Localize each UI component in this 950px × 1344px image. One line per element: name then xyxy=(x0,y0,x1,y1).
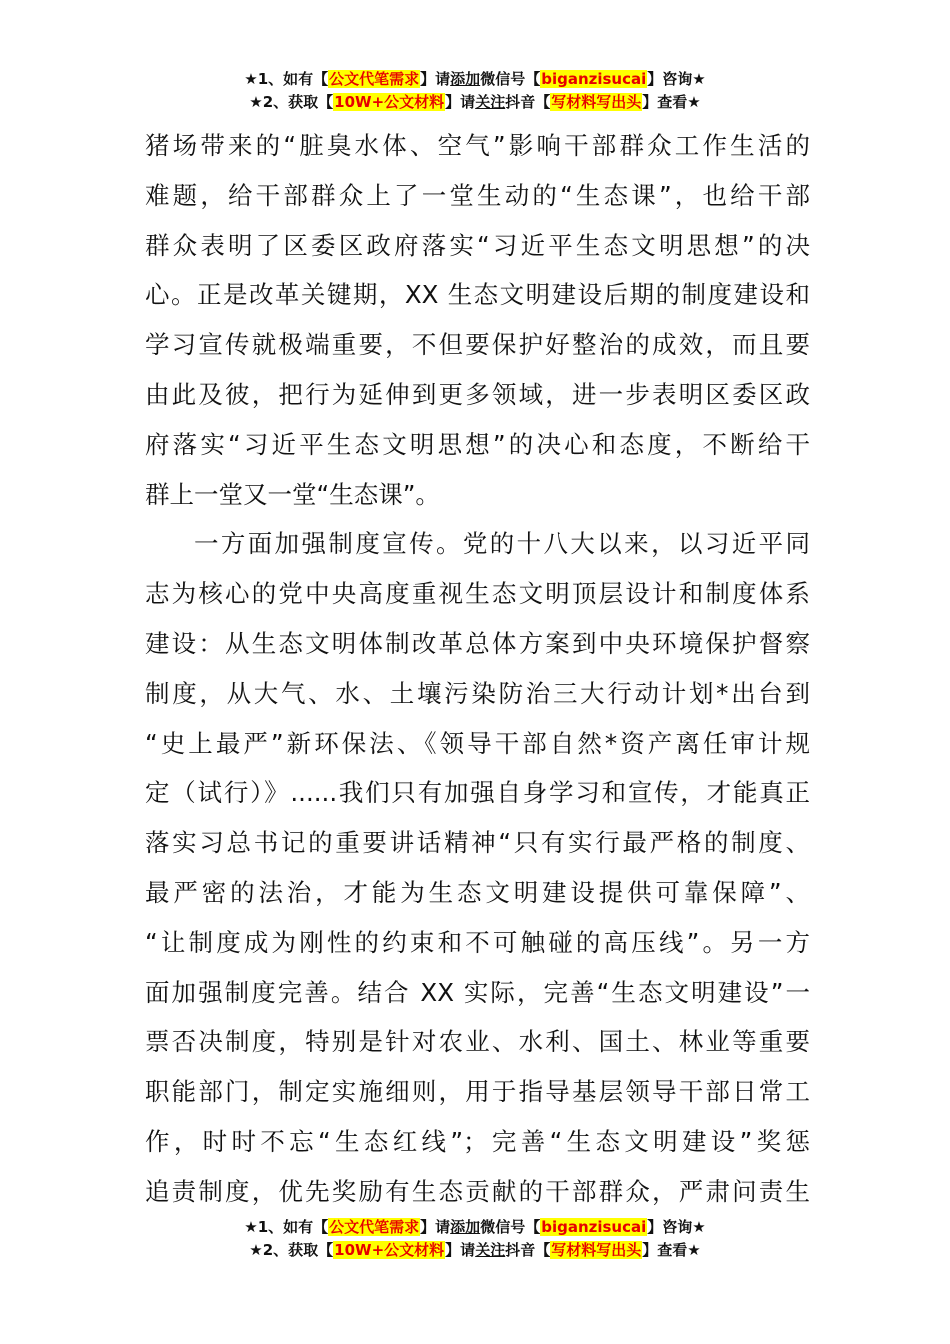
promo-text: 1、如有【 xyxy=(257,1218,329,1236)
promo-text: 】请 xyxy=(420,1218,451,1236)
body-line: “让制度成为刚性的约束和不可触碰的高压线”。另一方 xyxy=(145,927,810,957)
promo-text: 】查看 xyxy=(642,93,688,111)
promo-line-1 xyxy=(0,1216,950,1239)
star-icon: ★ xyxy=(692,1218,706,1236)
promo-text: 抖音【 xyxy=(505,1241,551,1259)
star-icon: ★ xyxy=(244,70,258,88)
body-line: 落实习总书记的重要讲话精神“只有实行最严格的制度、 xyxy=(145,828,810,858)
promo-emphasis: 添加 xyxy=(450,1218,481,1236)
star-icon: ★ xyxy=(692,70,706,88)
body-line: 面加强制度完善。结合 XX 实际，完善“生态文明建设”一 xyxy=(145,977,810,1007)
promo-emphasis: 添加 xyxy=(450,70,481,88)
body-line: 心。正是改革关键期，XX 生态文明建设后期的制度建设和 xyxy=(145,280,810,310)
promo-text: 】请 xyxy=(445,1241,476,1259)
star-icon: ★ xyxy=(244,1218,258,1236)
promo-emphasis: 关注 xyxy=(475,1241,506,1259)
body-line-paragraph-start: 一方面加强制度宣传。党的十八大以来，以习近平同 xyxy=(194,529,810,559)
highlight-douyin-account: 写材料写出头 xyxy=(551,1241,642,1259)
promo-line-1 xyxy=(0,68,950,91)
body-line: 学习宣传就极端重要，不但要保护好整治的成效，而且要 xyxy=(145,330,810,360)
body-line: 作，时时不忘“生态红线”；完善“生态文明建设”奖惩 xyxy=(145,1126,810,1156)
promo-text: 】咨询 xyxy=(647,70,693,88)
star-icon: ★ xyxy=(249,1241,263,1259)
body-line: 志为核心的党中央高度重视生态文明顶层设计和制度体系 xyxy=(145,579,810,609)
document-body xyxy=(145,121,810,1217)
promo-line-2 xyxy=(0,91,950,114)
body-line-paragraph-end: 群上一堂又一堂“生态课”。 xyxy=(145,479,440,509)
promo-text: 】请 xyxy=(420,70,451,88)
body-line: 制度，从大气、水、土壤污染防治三大行动计划*出台到 xyxy=(145,678,810,708)
promo-text: 2、获取【 xyxy=(262,93,334,111)
highlight-douyin-account: 写材料写出头 xyxy=(551,93,642,111)
body-line: “史上最严”新环保法、《领导干部自然*资产离任审计规 xyxy=(145,728,810,758)
body-line: 猪场带来的“脏臭水体、空气”影响干部群众工作生活的 xyxy=(145,131,810,160)
promo-text: 】查看 xyxy=(642,1241,688,1259)
highlight-materials: 10W+公文材料 xyxy=(334,1241,445,1259)
promo-text: 】咨询 xyxy=(647,1218,693,1236)
body-line: 由此及彼，把行为延伸到更多领域，进一步表明区委区政 xyxy=(145,379,810,409)
star-icon: ★ xyxy=(687,93,701,111)
body-line: 票否决制度，特别是针对农业、水利、国土、林业等重要 xyxy=(145,1027,810,1057)
body-line: 建设：从生态文明体制改革总体方案到中央环境保护督察 xyxy=(145,628,810,658)
body-line: 定（试行）》......我们只有加强自身学习和宣传，才能真正 xyxy=(145,778,810,808)
highlight-materials: 10W+公文材料 xyxy=(334,93,445,111)
promo-text: 2、获取【 xyxy=(262,1241,334,1259)
highlight-service: 公文代笔需求 xyxy=(329,70,420,88)
body-line: 追责制度，优先奖励有生态贡献的干部群众，严肃问责生 xyxy=(145,1176,810,1206)
body-line: 职能部门，制定实施细则，用于指导基层领导干部日常工 xyxy=(145,1077,810,1107)
promo-text: 1、如有【 xyxy=(257,70,329,88)
highlight-wechat-id: biganzisucai xyxy=(541,70,647,88)
body-line: 最严密的法治，才能为生态文明建设提供可靠保障”、 xyxy=(145,877,810,907)
star-icon: ★ xyxy=(249,93,263,111)
star-icon: ★ xyxy=(687,1241,701,1259)
highlight-service: 公文代笔需求 xyxy=(329,1218,420,1236)
promo-emphasis: 关注 xyxy=(475,93,506,111)
body-line: 群众表明了区委区政府落实“习近平生态文明思想”的决 xyxy=(145,230,810,260)
promo-line-2 xyxy=(0,1239,950,1262)
promo-text: 微信号【 xyxy=(480,1218,541,1236)
promo-text: 微信号【 xyxy=(480,70,541,88)
header-promo-banner xyxy=(0,68,950,114)
highlight-wechat-id: biganzisucai xyxy=(541,1218,647,1236)
promo-text: 抖音【 xyxy=(505,93,551,111)
footer-promo-banner xyxy=(0,1216,950,1262)
body-line: 难题，给干部群众上了一堂生动的“生态课”，也给干部 xyxy=(145,180,810,210)
body-line: 府落实“习近平生态文明思想”的决心和态度，不断给干 xyxy=(145,429,810,459)
promo-text: 】请 xyxy=(445,93,476,111)
